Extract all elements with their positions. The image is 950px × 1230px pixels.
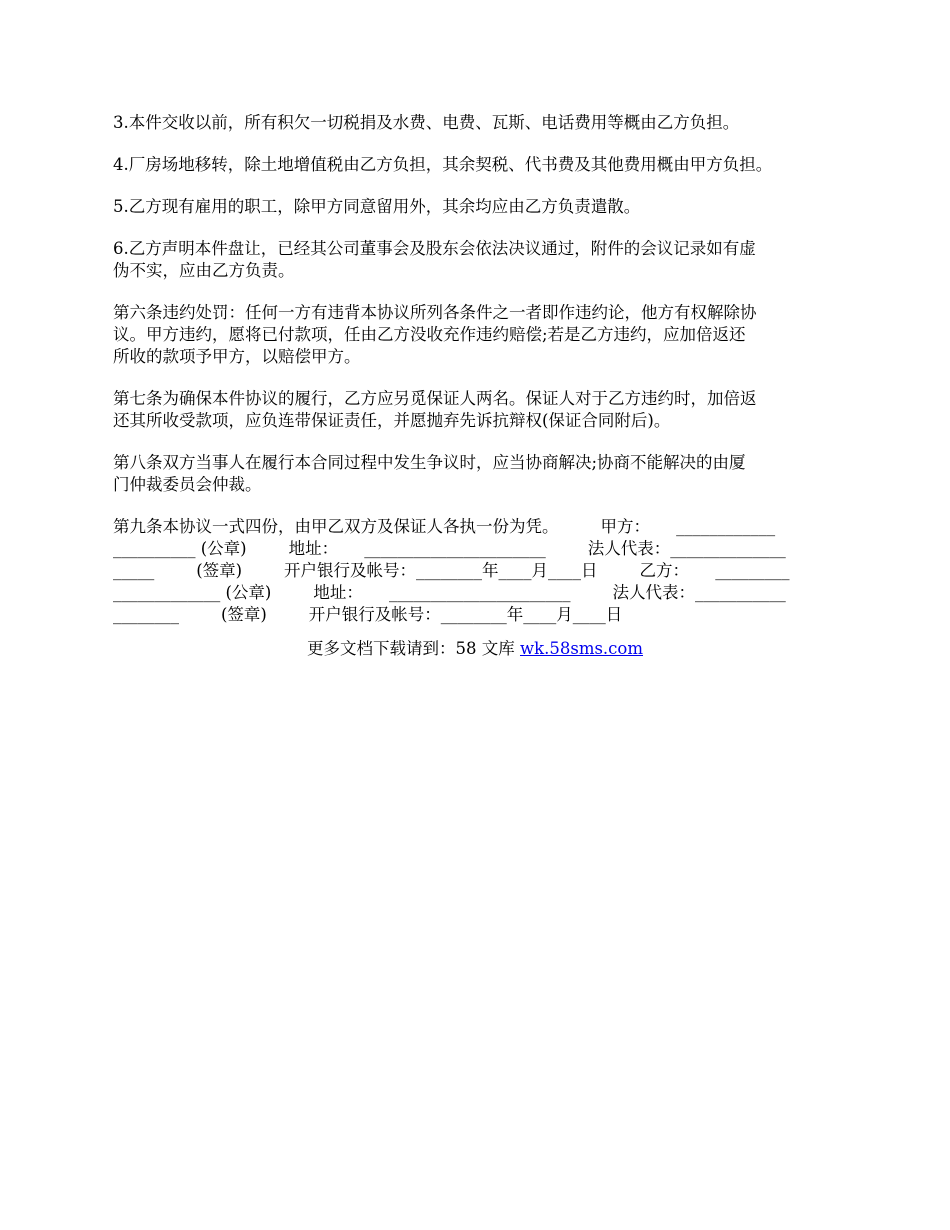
clause-line: 3.本件交收以前，所有积欠一切税捐及水费、电费、瓦斯、电话费用等概由乙方负担。: [113, 113, 740, 132]
clause-paragraph: [113, 112, 843, 134]
clause-paragraph: [113, 452, 843, 496]
clause-line: 所收的款项予甲方，以赔偿甲方。: [113, 347, 361, 366]
footer-text: 更多文档下载请到：58 文库: [306, 639, 520, 658]
signature-line: 第九条本协议一式四份，由甲乙双方及保证人各执一份为凭。 甲方： ____________: [113, 517, 776, 536]
clause-paragraph: [113, 302, 843, 368]
clause-line: 议。甲方违约，愿将已付款项，任由乙方没收充作违约赔偿;若是乙方违约，应加倍返还: [113, 325, 746, 344]
signature-line: _____ (签章) 开户银行及帐号：________年____月____日 乙方： _________: [113, 561, 790, 580]
document-body: [113, 112, 843, 626]
clause-line: 门仲裁委员会仲裁。: [113, 475, 262, 494]
footer-link[interactable]: wk.58sms.com: [519, 639, 643, 658]
clause-paragraph: [113, 154, 843, 176]
clause-line: 第八条双方当事人在履行本合同过程中发生争议时，应当协商解决;协商不能解决的由厦: [113, 453, 746, 472]
signature-block: [113, 516, 843, 626]
signature-line: _____________ (公章) 地址： ______________________ 法人代表：___________: [113, 583, 786, 602]
clause-list: [113, 112, 843, 496]
signature-line: __________ (公章) 地址： ______________________ 法人代表：______________: [113, 539, 786, 558]
clause-line: 4.厂房场地移转，除土地增值税由乙方负担，其余契税、代书费及其他费用概由甲方负担。: [113, 155, 773, 174]
clause-line: 第六条违约处罚：任何一方有违背本协议所列各条件之一者即作违约论，他方有权解除协: [113, 303, 757, 322]
clause-line: 还其所收受款项，应负连带保证责任，并愿抛弃先诉抗辩权(保证合同附后)。: [113, 411, 671, 430]
clause-line: 5.乙方现有雇用的职工，除甲方同意留用外，其余均应由乙方负责遣散。: [113, 197, 641, 216]
clause-paragraph: [113, 388, 843, 432]
clause-line: 6.乙方声明本件盘让，已经其公司董事会及股东会依法决议通过，附件的会议记录如有虚: [113, 239, 756, 258]
clause-paragraph: [113, 238, 843, 282]
clause-paragraph: [113, 196, 843, 218]
footer: [0, 638, 950, 660]
signature-line: ________ (签章) 开户银行及帐号：________年____月____日: [113, 605, 623, 624]
clause-line: 第七条为确保本件协议的履行，乙方应另觅保证人两名。保证人对于乙方违约时，加倍返: [113, 389, 757, 408]
clause-line: 伪不实，应由乙方负责。: [113, 261, 295, 280]
